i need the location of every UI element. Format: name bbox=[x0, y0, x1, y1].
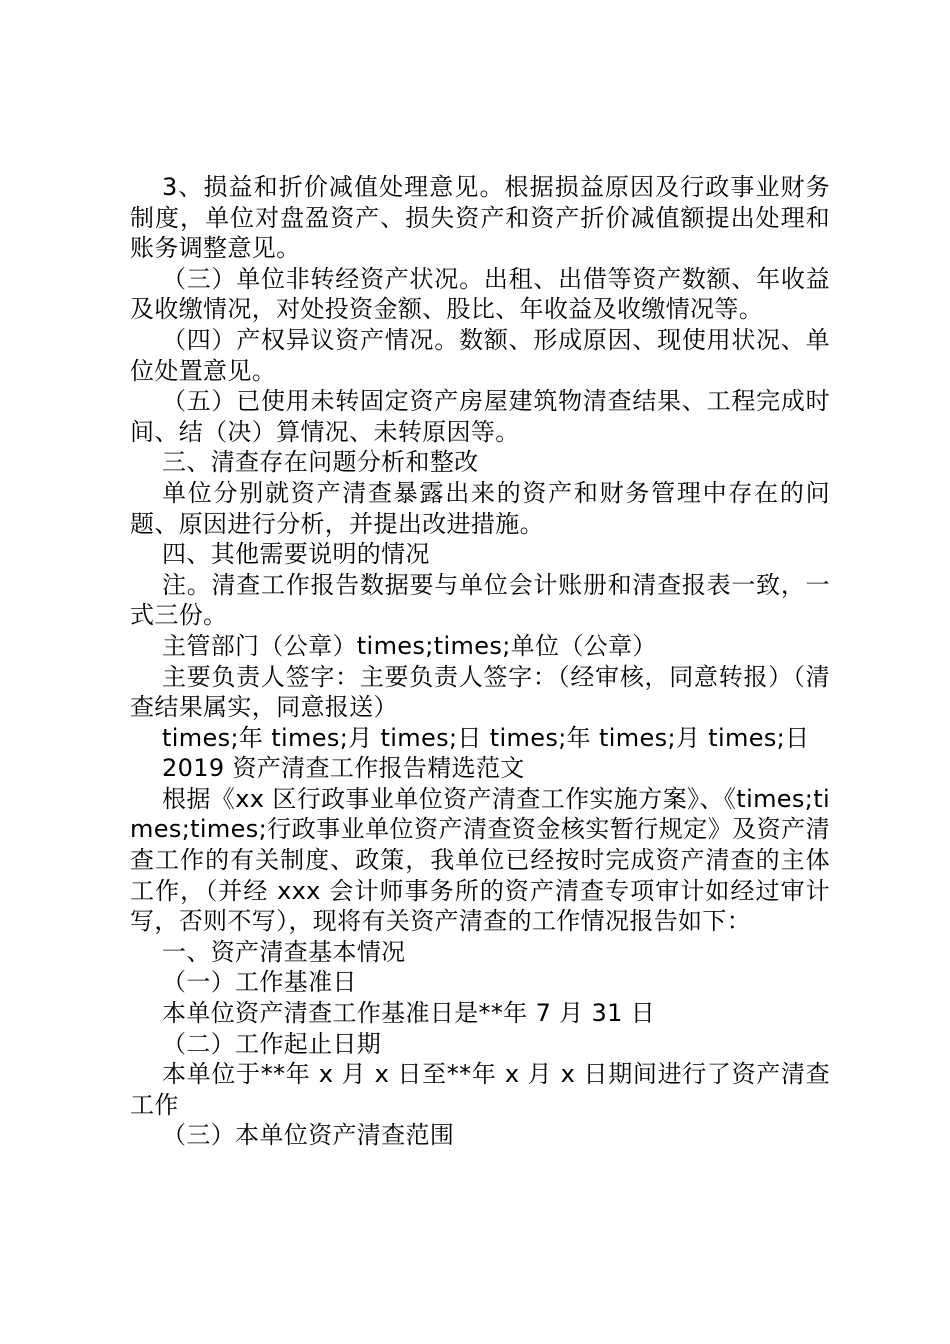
paragraph-intro: 根据《xx 区行政事业单位资产清查工作实施方案》、《times;times;times;行政事业单位资产清查资金核实暂行规定》及资产清查工作的有关制度、政策，我单位已经按时完成资产清查的主体工作，（并经 xxx 会计师事务所的资产清查专项审计如经过审计写，否则不写），现将有关资产清查的工作情况报告如下： bbox=[130, 784, 830, 936]
paragraph-problem-analysis: 单位分别就资产清查暴露出来的资产和财务管理中存在的问题、原因进行分析，并提出改进措施。 bbox=[130, 478, 830, 538]
section-heading-basic-info: 一、资产清查基本情况 bbox=[162, 937, 406, 966]
paragraph-seal-line: 主管部门（公章）times;times;单位（公章） bbox=[162, 631, 657, 660]
paragraph-signature-line: 主要负责人签字：主要负责人签字：（经审核，同意转报）（清查结果属实，同意报送） bbox=[130, 662, 830, 722]
paragraph-loss-gain-opinion: 3、损益和折价减值处理意见。根据损益原因及行政事业财务制度，单位对盘盈资产、损失资产和资产折价减值额提出处理和账务调整意见。 bbox=[130, 173, 830, 263]
paragraph-non-operating-assets: （三）单位非转经资产状况。出租、出借等资产数额、年收益及收缴情况，对处投资金额、股比、年收益及收缴情况等。 bbox=[130, 264, 830, 324]
document-title: 2019 资产清查工作报告精选范文 bbox=[162, 754, 525, 783]
subheading-scope: （三）本单位资产清查范围 bbox=[162, 1121, 455, 1150]
document-body bbox=[130, 172, 830, 1151]
paragraph-date-line: times;年 times;月 times;日 times;年 times;月 times;日 bbox=[162, 723, 810, 752]
paragraph-disputed-assets: （四）产权异议资产情况。数额、形成原因、现使用状况、单位处置意见。 bbox=[130, 325, 830, 385]
section-heading-problem-analysis: 三、清查存在问题分析和整改 bbox=[162, 448, 479, 477]
paragraph-work-period: 本单位于**年 x 月 x 日至**年 x 月 x 日期间进行了资产清查工作 bbox=[130, 1060, 830, 1119]
section-heading-other-notes: 四、其他需要说明的情况 bbox=[162, 540, 430, 569]
paragraph-note: 注。清查工作报告数据要与单位会计账册和清查报表一致，一式三份。 bbox=[130, 570, 830, 630]
paragraph-unconverted-fixed-assets: （五）已使用未转固定资产房屋建筑物清查结果、工程完成时间、结（决）算情况、未转原因等。 bbox=[130, 387, 830, 446]
paragraph-base-date: 本单位资产清查工作基准日是**年 7 月 31 日 bbox=[162, 999, 656, 1028]
subheading-base-date: （一）工作基准日 bbox=[162, 968, 357, 997]
subheading-work-period: （二）工作起止日期 bbox=[162, 1029, 382, 1058]
